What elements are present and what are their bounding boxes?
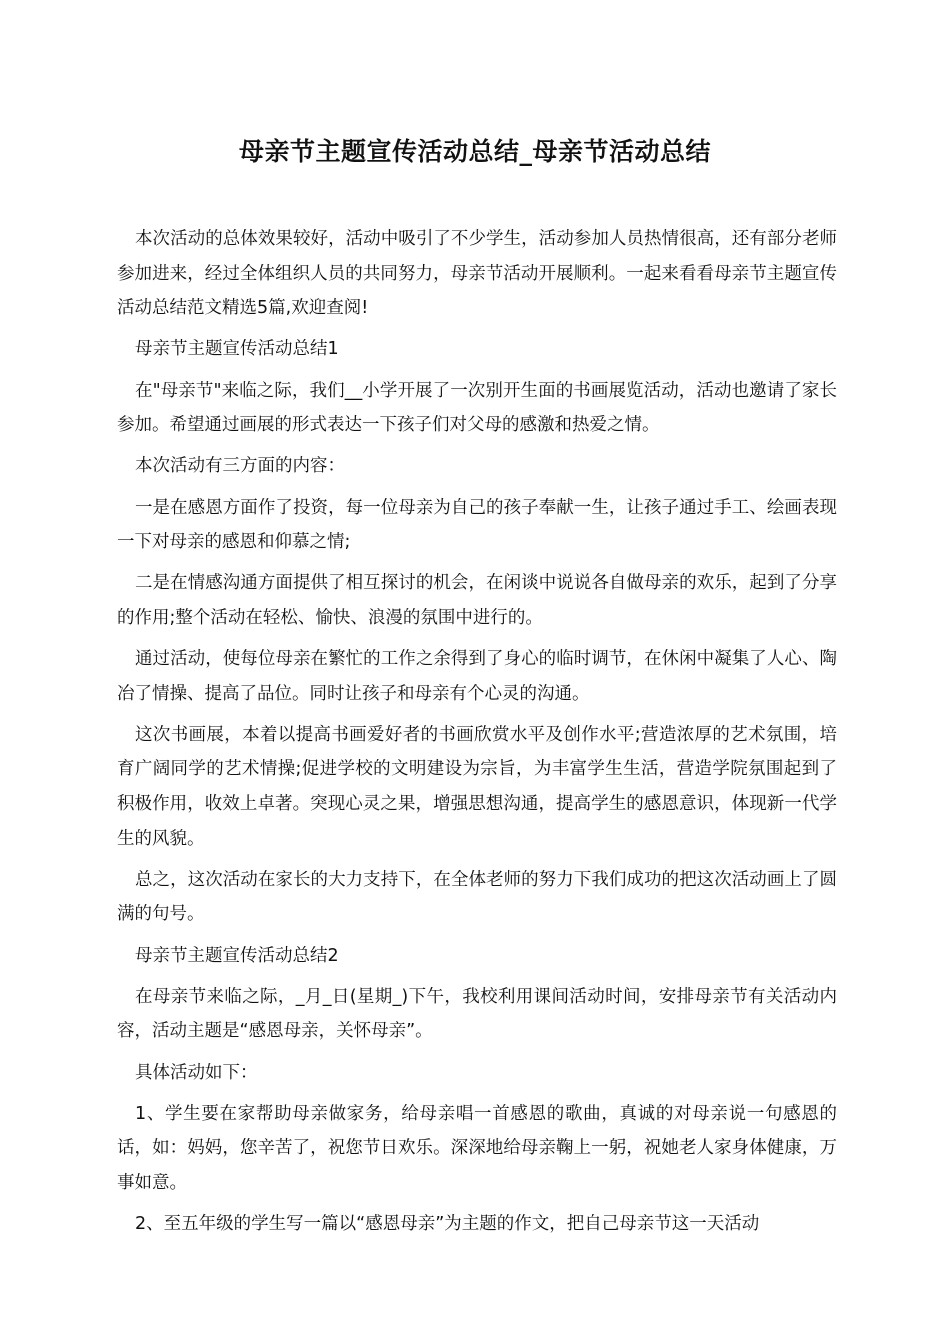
- paragraph-intro: 本次活动的总体效果较好，活动中吸引了不少学生，活动参加人员热情很高，还有部分老师参加进来，经过全体组织人员的共同努力，母亲节活动开展顺利。一起来看看母亲节主题宣传活动总结范文精选5篇,欢迎查阅!: [117, 229, 837, 319]
- paragraph: 总之，这次活动在家长的大力支持下，在全体老师的努力下我们成功的把这次活动画上了圆满的句号。: [117, 869, 837, 925]
- paragraph: 本次活动有三方面的内容：: [135, 456, 345, 477]
- paragraph: 一是在感恩方面作了投资，每一位母亲为自己的孩子奉献一生，让孩子通过手工、绘画表现一下对母亲的感恩和仰慕之情;: [117, 497, 837, 553]
- paragraph: 在母亲节来临之际，_月_日(星期_)下午，我校利用课间活动时间，安排母亲节有关活动内容，活动主题是“感恩母亲，关怀母亲”。: [117, 986, 837, 1042]
- paragraph: 二是在情感沟通方面提供了相互探讨的机会，在闲谈中说说各自做母亲的欢乐，起到了分享的作用;整个活动在轻松、愉快、浪漫的氛围中进行的。: [117, 573, 837, 628]
- document-body: [117, 222, 837, 1248]
- paragraph: 在"母亲节"来临之际，我们__小学开展了一次别开生面的书画展览活动，活动也邀请了家长参加。希望通过画展的形式表达一下孩子们对父母的感激和热爱之情。: [117, 380, 837, 436]
- paragraph: 这次书画展，本着以提高书画爱好者的书画欣赏水平及创作水平;营造浓厚的艺术氛围，培育广阔同学的艺术情操;促进学校的文明建设为宗旨，为丰富学生生活，营造学院氛围起到了积极作用，收效上卓著。突现心灵之果，增强思想沟通，提高学生的感恩意识，体现新一代学生的风貌。: [117, 724, 837, 849]
- paragraph: 1、学生要在家帮助母亲做家务，给母亲唱一首感恩的歌曲，真诚的对母亲说一句感恩的话，如：妈妈，您辛苦了，祝您节日欢乐。深深地给母亲鞠上一躬，祝她老人家身体健康，万事如意。: [117, 1103, 837, 1193]
- paragraph: 通过活动，使每位母亲在繁忙的工作之余得到了身心的临时调节，在休闲中凝集了人心、陶冶了情操、提高了品位。同时让孩子和母亲有个心灵的沟通。: [117, 649, 837, 704]
- paragraph: 2、至五年级的学生写一篇以“感恩母亲”为主题的作文，把自己母亲节这一天活动: [135, 1214, 760, 1235]
- section-heading-2: 母亲节主题宣传活动总结2: [135, 945, 339, 966]
- paragraph: 具体活动如下：: [135, 1062, 258, 1083]
- document-title: 母亲节主题宣传活动总结_母亲节活动总结: [238, 137, 711, 166]
- section-heading-1: 母亲节主题宣传活动总结1: [135, 339, 339, 360]
